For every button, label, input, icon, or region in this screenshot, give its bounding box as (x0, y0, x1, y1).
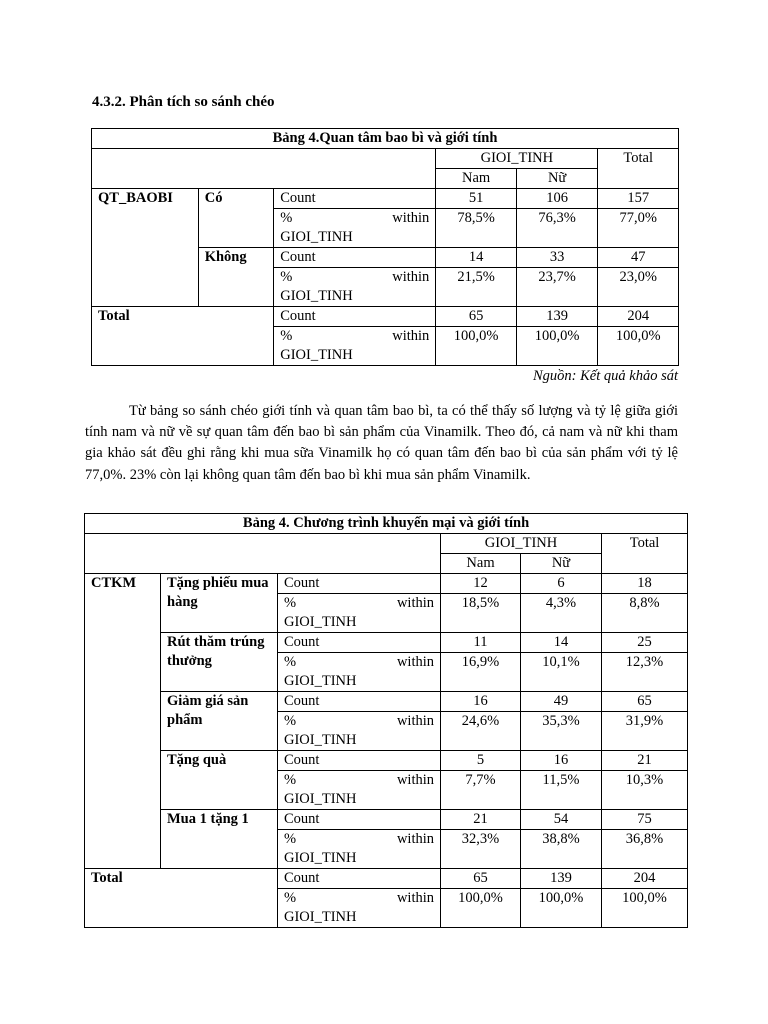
cell-value: 4,3% (521, 594, 602, 633)
stat-label: % within GIOI_TINH (278, 771, 441, 810)
cell-value: 25 (602, 633, 688, 653)
table-row (92, 189, 679, 209)
cell-value: 11,5% (521, 771, 602, 810)
stat-label: % within GIOI_TINH (278, 653, 441, 692)
table-row (85, 810, 688, 830)
cell-value: 139 (516, 307, 598, 327)
cell-value: 18,5% (441, 594, 521, 633)
table-title: Bảng 4. Chương trình khuyến mại và giới tính (85, 514, 688, 534)
cell-value: 23,0% (598, 268, 679, 307)
header-blank (92, 149, 436, 189)
cell-value: 12,3% (602, 653, 688, 692)
row-category: Không (198, 248, 274, 307)
cell-value: 204 (598, 307, 679, 327)
cell-value: 100,0% (521, 889, 602, 928)
cell-value: 77,0% (598, 209, 679, 248)
cell-value: 16 (521, 751, 602, 771)
group-header: GIOI_TINH (436, 149, 598, 169)
crosstab-promotion-gender (84, 513, 688, 928)
section-heading: 4.3.2. Phân tích so sánh chéo (92, 94, 275, 110)
stat-label: Count (278, 633, 441, 653)
total-header: Total (598, 149, 679, 189)
cell-value: 51 (436, 189, 517, 209)
table-row (92, 307, 679, 327)
cell-value: 5 (441, 751, 521, 771)
cell-value: 14 (521, 633, 602, 653)
cell-value: 24,6% (441, 712, 521, 751)
stat-label: % within GIOI_TINH (278, 594, 441, 633)
header-blank (85, 534, 441, 574)
col-female: Nữ (521, 554, 602, 574)
cell-value: 16 (441, 692, 521, 712)
source-note: Nguồn: Kết quả khảo sát (533, 368, 678, 384)
stat-label: Count (278, 574, 441, 594)
table-row (85, 751, 688, 771)
table-row (85, 633, 688, 653)
total-row-label: Total (92, 307, 274, 366)
cell-value: 65 (436, 307, 517, 327)
cell-value: 21,5% (436, 268, 517, 307)
cell-value: 18 (602, 574, 688, 594)
cell-value: 54 (521, 810, 602, 830)
cell-value: 21 (602, 751, 688, 771)
cell-value: 76,3% (516, 209, 598, 248)
stat-label: % within GIOI_TINH (278, 712, 441, 751)
cell-value: 38,8% (521, 830, 602, 869)
total-header: Total (602, 534, 688, 574)
cell-value: 31,9% (602, 712, 688, 751)
stat-label: Count (274, 248, 436, 268)
stat-label: Count (278, 869, 441, 889)
cell-value: 10,1% (521, 653, 602, 692)
stat-label: % within GIOI_TINH (274, 268, 436, 307)
cell-value: 157 (598, 189, 679, 209)
cell-value: 49 (521, 692, 602, 712)
cell-value: 16,9% (441, 653, 521, 692)
cell-value: 204 (602, 869, 688, 889)
row-category: Có (198, 189, 274, 248)
row-variable: QT_BAOBI (92, 189, 199, 307)
row-variable: CTKM (85, 574, 161, 869)
cell-value: 8,8% (602, 594, 688, 633)
cell-value: 47 (598, 248, 679, 268)
cell-value: 65 (441, 869, 521, 889)
cell-value: 100,0% (436, 327, 517, 366)
cell-value: 21 (441, 810, 521, 830)
cell-value: 23,7% (516, 268, 598, 307)
stat-label: % within GIOI_TINH (274, 327, 436, 366)
row-category: Tặng quà (161, 751, 278, 810)
cell-value: 65 (602, 692, 688, 712)
cell-value: 32,3% (441, 830, 521, 869)
table-row (85, 574, 688, 594)
table-title: Bảng 4.Quan tâm bao bì và giới tính (92, 129, 679, 149)
cell-value: 6 (521, 574, 602, 594)
cell-value: 100,0% (598, 327, 679, 366)
cell-value: 100,0% (441, 889, 521, 928)
cell-value: 100,0% (516, 327, 598, 366)
cell-value: 106 (516, 189, 598, 209)
cell-value: 139 (521, 869, 602, 889)
stat-label: % within GIOI_TINH (278, 830, 441, 869)
cell-value: 35,3% (521, 712, 602, 751)
stat-label: Count (274, 189, 436, 209)
cell-value: 78,5% (436, 209, 517, 248)
group-header: GIOI_TINH (441, 534, 602, 554)
row-category: Giảm giá sản phẩm (161, 692, 278, 751)
cell-value: 75 (602, 810, 688, 830)
stat-label: % within GIOI_TINH (274, 209, 436, 248)
cell-value: 12 (441, 574, 521, 594)
table-row (85, 692, 688, 712)
stat-label: Count (274, 307, 436, 327)
row-category: Rút thăm trúng thưởng (161, 633, 278, 692)
cell-value: 11 (441, 633, 521, 653)
cell-value: 100,0% (602, 889, 688, 928)
stat-label: % within GIOI_TINH (278, 889, 441, 928)
cell-value: 33 (516, 248, 598, 268)
cell-value: 10,3% (602, 771, 688, 810)
stat-label: Count (278, 692, 441, 712)
cell-value: 14 (436, 248, 517, 268)
body-paragraph: Từ bảng so sánh chéo giới tính và quan tâm bao bì, ta có thể thấy số lượng và tỷ lệ giữa giới tính nam và nữ về sự quan tâm đến bao bì sản phẩm của Vinamilk. Theo đó, cả nam và nữ khi tham gia khảo sát đều ghi rằng khi mua sữa Vinamilk họ có quan tâm đến bao bì của sản phẩm với tỷ lệ 77,0%. 23% còn lại không quan tâm đến bao bì khi mua sản phẩm Vinamilk. (85, 403, 678, 483)
table-row (85, 869, 688, 889)
cell-value: 7,7% (441, 771, 521, 810)
total-row-label: Total (85, 869, 278, 928)
stat-label: Count (278, 751, 441, 771)
row-category: Tặng phiếu mua hàng (161, 574, 278, 633)
crosstab-packaging-gender (91, 128, 679, 366)
row-category: Mua 1 tặng 1 (161, 810, 278, 869)
cell-value: 36,8% (602, 830, 688, 869)
col-female: Nữ (516, 169, 598, 189)
col-male: Nam (436, 169, 517, 189)
stat-label: Count (278, 810, 441, 830)
col-male: Nam (441, 554, 521, 574)
